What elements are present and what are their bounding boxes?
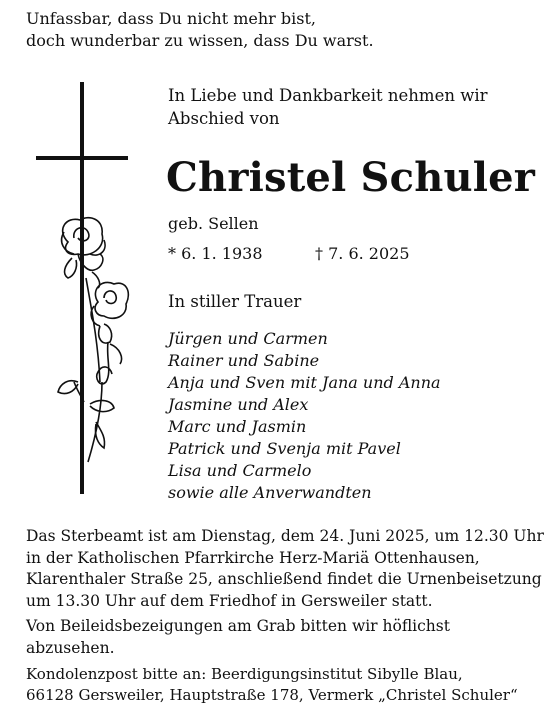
service-line-3: Klarenthaler Straße 25, anschließend findet die Urnenbeisetzung <box>26 570 542 588</box>
intro-line-2: Abschied von <box>168 109 280 128</box>
cross-horizontal-beam <box>36 156 128 160</box>
quote-line-2: doch wunderbar zu wissen, dass Du warst. <box>26 31 374 50</box>
address-line-1: Kondolenzpost bitte an: Beerdigungsinstitut Sibylle Blau, <box>26 665 463 683</box>
family-member: Jürgen und Carmen <box>168 329 328 348</box>
condolence-request <box>26 616 450 659</box>
intro-text <box>168 84 488 130</box>
condolence-address <box>26 664 518 706</box>
rose-stem-icon <box>58 278 114 462</box>
family-member: Patrick und Svenja mit Pavel <box>168 439 401 458</box>
birth-date: * 6. 1. 1938 <box>168 244 263 263</box>
condolence-line-2: abzusehen. <box>26 638 115 657</box>
family-member: Anja und Sven mit Jana und Anna <box>168 373 441 392</box>
family-member: sowie alle Anverwandten <box>168 483 372 502</box>
family-member: Lisa und Carmelo <box>168 461 312 480</box>
deceased-name: Christel Schuler <box>166 154 536 201</box>
cross-with-roses-icon <box>28 82 148 502</box>
cross-vertical-beam <box>80 82 84 494</box>
intro-line-1: In Liebe und Dankbarkeit nehmen wir <box>168 86 488 105</box>
service-line-1: Das Sterbeamt ist am Dienstag, dem 24. Juni 2025, um 12.30 Uhr <box>26 527 544 545</box>
memorial-quote <box>26 8 374 52</box>
service-line-2: in der Katholischen Pfarrkirche Herz-Mariä Ottenhausen, <box>26 548 480 567</box>
lower-rose-icon <box>91 282 128 383</box>
maiden-name: geb. Sellen <box>168 214 259 233</box>
family-member: Rainer und Sabine <box>168 351 320 370</box>
family-member: Marc und Jasmin <box>168 417 307 436</box>
death-date: † 7. 6. 2025 <box>315 244 410 263</box>
address-line-2: 66128 Gersweiler, Hauptstraße 178, Vermerk „Christel Schuler“ <box>26 686 518 704</box>
funeral-service-info <box>26 526 544 612</box>
mourning-heading: In stiller Trauer <box>168 292 302 311</box>
family-member: Jasmine und Alex <box>168 395 309 414</box>
condolence-line-1: Von Beileidsbezeigungen am Grab bitten wir höflichst <box>26 617 450 635</box>
quote-line-1: Unfassbar, dass Du nicht mehr bist, <box>26 9 316 28</box>
family-list <box>168 328 441 504</box>
service-line-4: um 13.30 Uhr auf dem Friedhof in Gersweiler statt. <box>26 591 433 610</box>
